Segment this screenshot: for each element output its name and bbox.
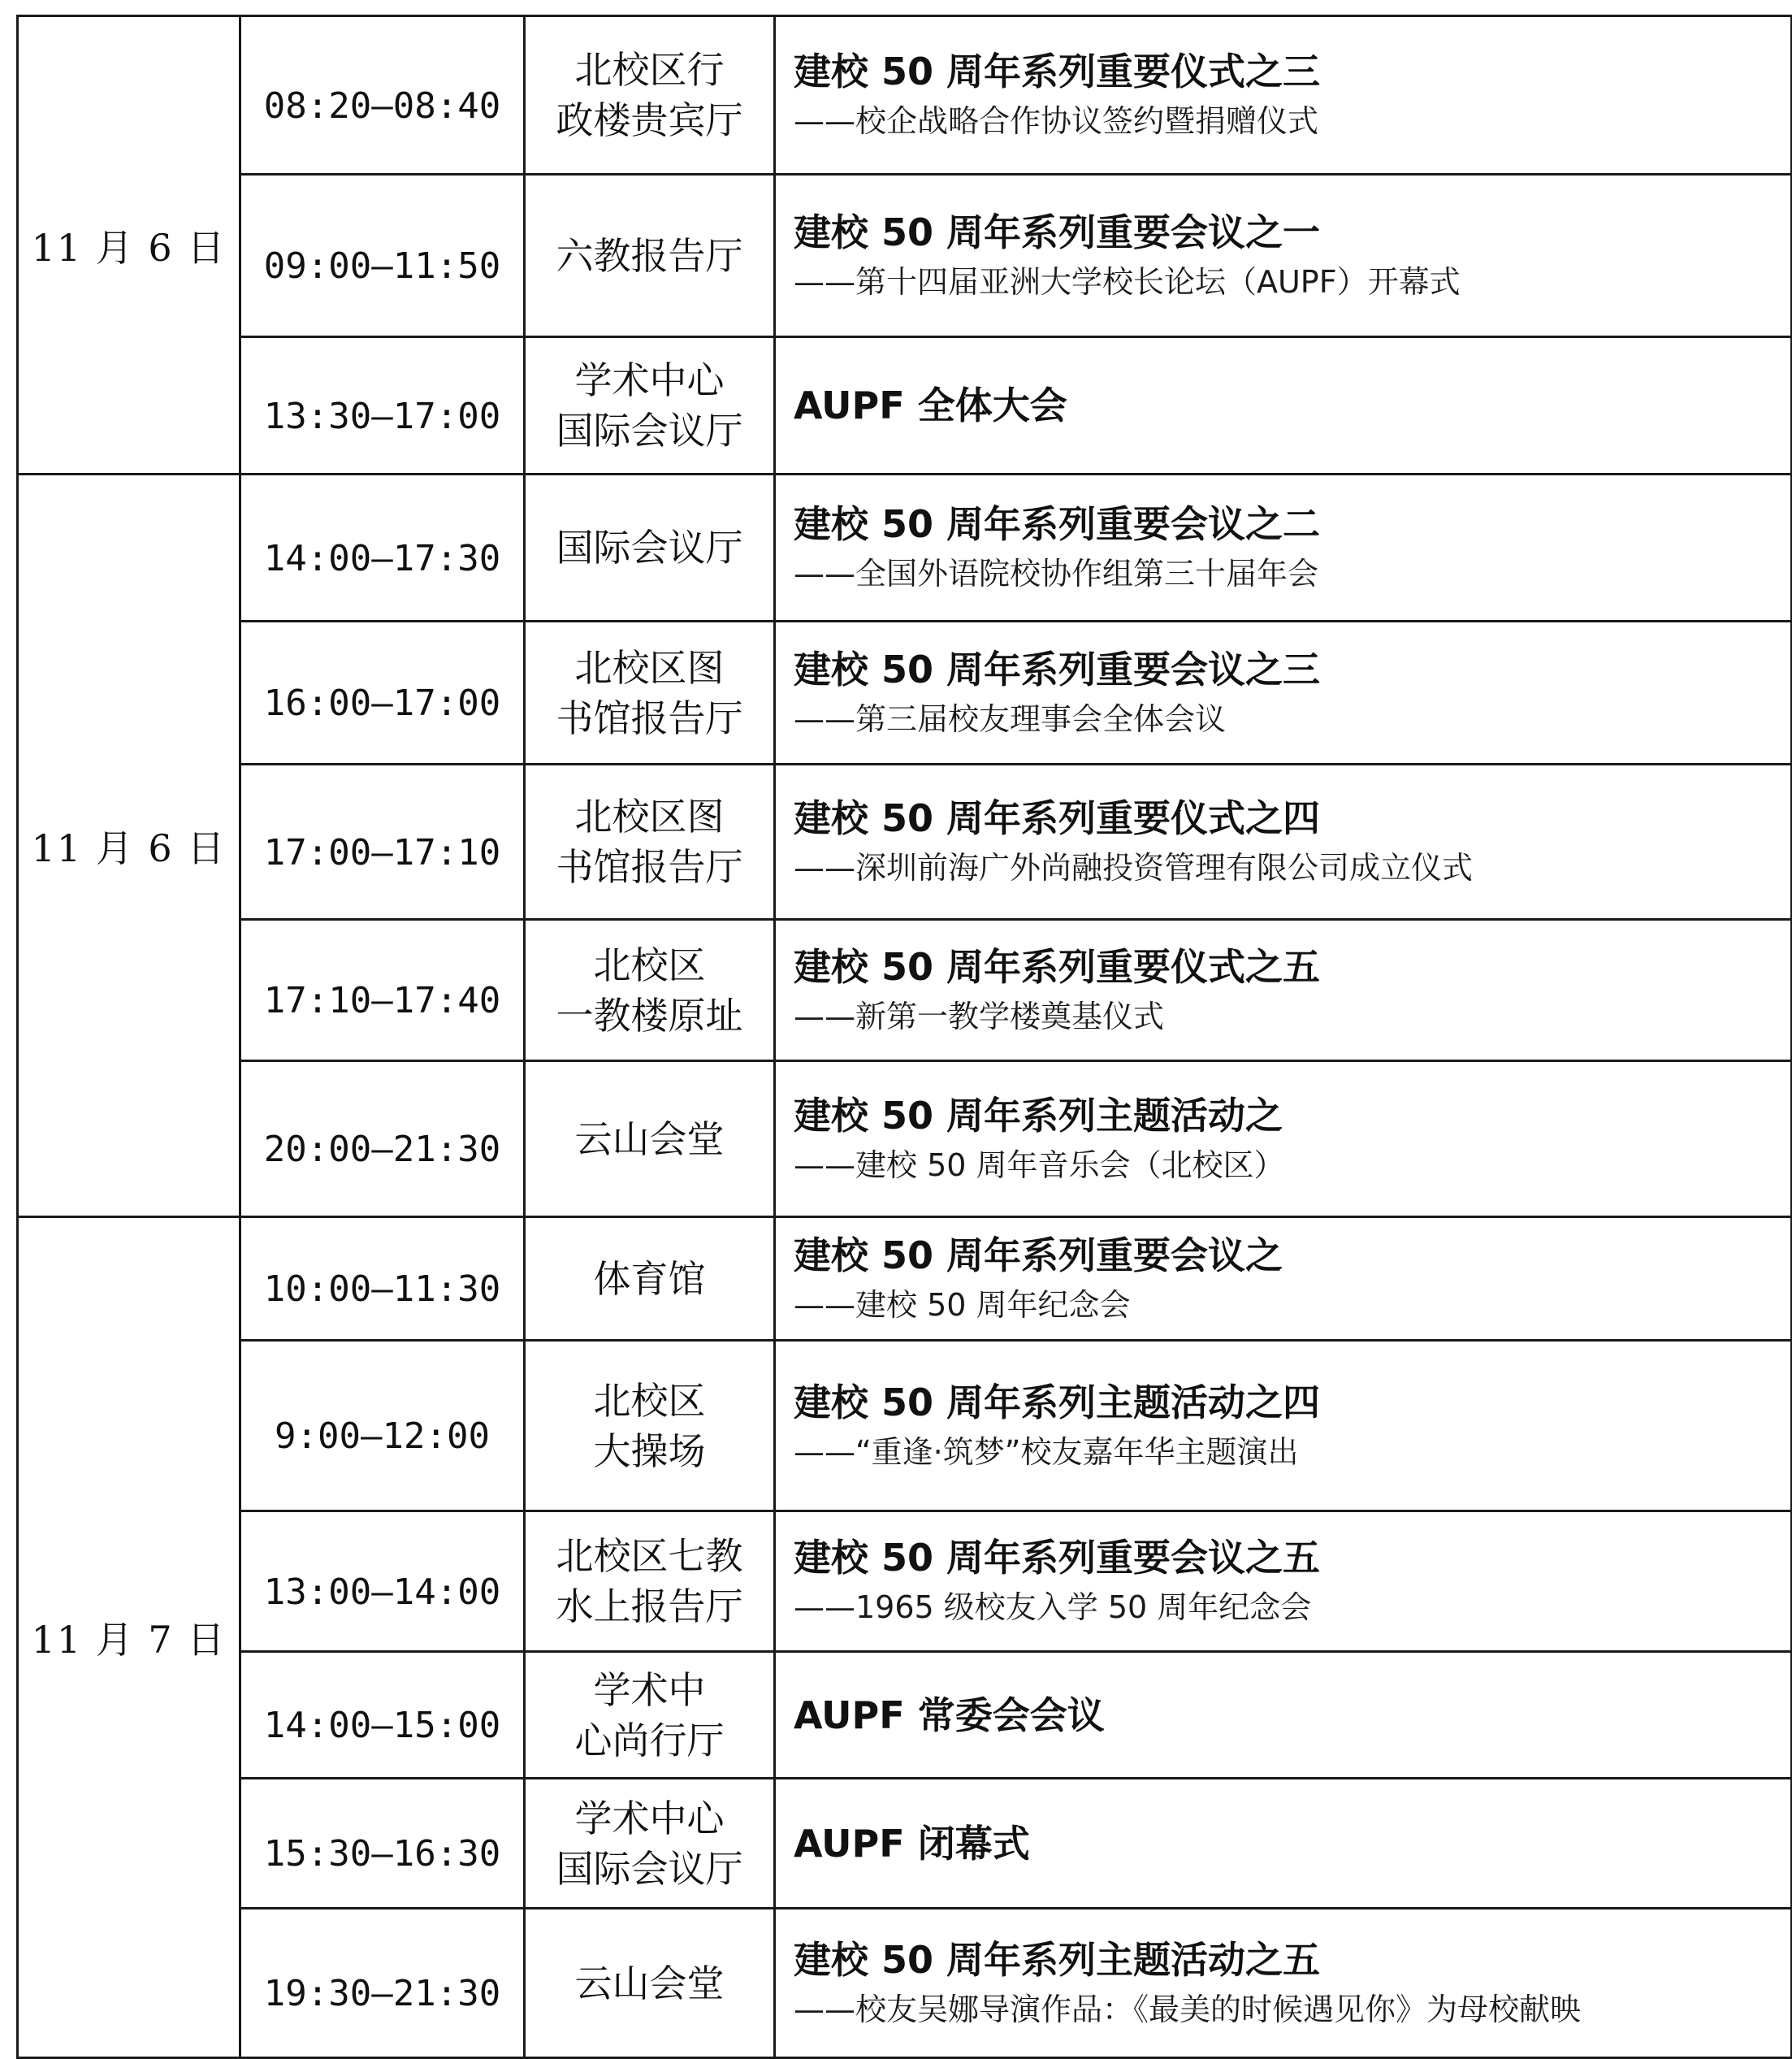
venue-cell bbox=[525, 16, 775, 175]
event-subtitle: ——校企战略合作协议签约暨捐赠仪式 bbox=[794, 103, 1319, 139]
event-subtitle: ——建校 50 周年音乐会（北校区） bbox=[794, 1147, 1285, 1183]
venue-line: 学术中心 bbox=[574, 1796, 725, 1840]
time-cell: 9:00—12:00 bbox=[240, 1341, 525, 1511]
venue-line: 心尚行厅 bbox=[574, 1718, 725, 1762]
venue-cell bbox=[525, 1909, 775, 2058]
venue-line: 大操场 bbox=[593, 1428, 706, 1473]
venue-line: 北校区七教 bbox=[556, 1534, 743, 1578]
table-row bbox=[18, 1217, 1792, 1341]
venue-line: 六教报告厅 bbox=[556, 233, 743, 278]
event-title: 建校 50 周年系列重要会议之 bbox=[794, 1233, 1283, 1277]
table-row bbox=[18, 337, 1792, 475]
venue-line: 体育馆 bbox=[593, 1256, 706, 1301]
venue-line: 北校区图 bbox=[574, 795, 725, 839]
event-subtitle: ——建校 50 周年纪念会 bbox=[794, 1286, 1131, 1323]
table-row bbox=[18, 1341, 1792, 1511]
venue-line: 北校区 bbox=[593, 1378, 706, 1423]
event-subtitle: ——“重逢·筑梦”校友嘉年华主题演出 bbox=[794, 1433, 1299, 1470]
event-cell bbox=[775, 337, 1792, 475]
venue-cell bbox=[525, 475, 775, 622]
time-cell: 17:00—17:10 bbox=[240, 765, 525, 920]
table-row bbox=[18, 920, 1792, 1061]
venue-cell bbox=[525, 337, 775, 475]
venue-line: 云山会堂 bbox=[574, 1116, 725, 1161]
venue-line: 国际会议厅 bbox=[556, 1846, 743, 1891]
table-row bbox=[18, 1511, 1792, 1652]
event-subtitle: ——第十四届亚洲大学校长论坛（AUPF）开幕式 bbox=[794, 263, 1461, 300]
table-row bbox=[18, 1061, 1792, 1217]
event-title: 建校 50 周年系列主题活动之四 bbox=[794, 1380, 1321, 1424]
event-cell bbox=[775, 475, 1792, 622]
time-cell: 15:30—16:30 bbox=[240, 1779, 525, 1909]
time-cell: 08:20—08:40 bbox=[240, 16, 525, 175]
event-title: 建校 50 周年系列重要仪式之三 bbox=[794, 50, 1321, 93]
venue-cell bbox=[525, 1652, 775, 1779]
table-row bbox=[18, 1652, 1792, 1779]
table-row bbox=[18, 475, 1792, 622]
event-title: 建校 50 周年系列主题活动之五 bbox=[794, 1937, 1321, 1982]
venue-cell bbox=[525, 1779, 775, 1909]
time-cell: 13:30—17:00 bbox=[240, 337, 525, 475]
table-row bbox=[18, 1779, 1792, 1909]
table-row bbox=[18, 765, 1792, 920]
venue-line: 学术中心 bbox=[574, 358, 725, 402]
event-title: 建校 50 周年系列重要会议之五 bbox=[794, 1536, 1321, 1580]
event-cell bbox=[775, 175, 1792, 337]
venue-line: 国际会议厅 bbox=[556, 526, 743, 570]
event-title: 建校 50 周年系列主题活动之 bbox=[794, 1093, 1283, 1138]
event-title: 建校 50 周年系列重要会议之三 bbox=[794, 647, 1321, 691]
event-cell bbox=[775, 1341, 1792, 1511]
date-cell: 11 月 6 日 bbox=[18, 16, 240, 475]
venue-cell bbox=[525, 1341, 775, 1511]
event-cell bbox=[775, 622, 1792, 765]
event-cell bbox=[775, 16, 1792, 175]
date-cell: 11 月 7 日 bbox=[18, 1217, 240, 2058]
event-title: AUPF 全体大会 bbox=[794, 384, 1067, 427]
venue-cell bbox=[525, 765, 775, 920]
venue-cell bbox=[525, 1061, 775, 1217]
event-subtitle: ——第三届校友理事会全体会议 bbox=[794, 700, 1227, 737]
time-cell: 14:00—17:30 bbox=[240, 475, 525, 622]
time-cell: 09:00—11:50 bbox=[240, 175, 525, 337]
venue-cell bbox=[525, 175, 775, 337]
time-cell: 17:10—17:40 bbox=[240, 920, 525, 1061]
venue-line: 北校区行 bbox=[574, 48, 725, 92]
event-title: 建校 50 周年系列重要仪式之五 bbox=[794, 944, 1321, 989]
event-cell bbox=[775, 1217, 1792, 1341]
venue-line: 云山会堂 bbox=[574, 1961, 725, 2005]
event-cell bbox=[775, 1909, 1792, 2058]
table-row bbox=[18, 16, 1792, 175]
event-cell bbox=[775, 765, 1792, 920]
venue-line: 书馆报告厅 bbox=[556, 845, 743, 889]
date-cell: 11 月 6 日 bbox=[18, 475, 240, 1217]
time-cell: 13:00—14:00 bbox=[240, 1511, 525, 1652]
event-subtitle: ——校友吴娜导演作品：《最美的时候遇见你》为母校献映 bbox=[794, 1991, 1582, 2027]
venue-line: 国际会议厅 bbox=[556, 409, 743, 453]
table-row bbox=[18, 175, 1792, 337]
table-row bbox=[18, 1909, 1792, 2058]
event-cell bbox=[775, 1779, 1792, 1909]
event-title: 建校 50 周年系列重要会议之二 bbox=[794, 502, 1321, 546]
venue-line: 书馆报告厅 bbox=[556, 696, 743, 740]
event-title: AUPF 闭幕式 bbox=[794, 1821, 1030, 1866]
table-row bbox=[18, 622, 1792, 765]
venue-line: 政楼贵宾厅 bbox=[556, 98, 743, 142]
venue-cell bbox=[525, 920, 775, 1061]
time-cell: 14:00—15:00 bbox=[240, 1652, 525, 1779]
event-subtitle: ——1965 级校友入学 50 周年纪念会 bbox=[794, 1589, 1312, 1625]
venue-cell bbox=[525, 622, 775, 765]
venue-line: 学术中 bbox=[593, 1667, 706, 1712]
event-cell bbox=[775, 1511, 1792, 1652]
time-cell: 10:00—11:30 bbox=[240, 1217, 525, 1341]
event-cell bbox=[775, 1061, 1792, 1217]
event-cell bbox=[775, 1652, 1792, 1779]
venue-cell bbox=[525, 1217, 775, 1341]
event-title: AUPF 常委会会议 bbox=[794, 1693, 1105, 1737]
schedule-table bbox=[16, 15, 1792, 2059]
venue-line: 北校区 bbox=[593, 943, 706, 987]
venue-line: 一教楼原址 bbox=[556, 993, 743, 1038]
venue-line: 水上报告厅 bbox=[556, 1584, 743, 1628]
event-subtitle: ——全国外语院校协作组第三十届年会 bbox=[794, 556, 1319, 592]
venue-line: 北校区图 bbox=[574, 645, 725, 690]
event-cell bbox=[775, 920, 1792, 1061]
schedule-body bbox=[18, 16, 1792, 2058]
venue-cell bbox=[525, 1511, 775, 1652]
time-cell: 20:00—21:30 bbox=[240, 1061, 525, 1217]
event-title: 建校 50 周年系列重要会议之一 bbox=[794, 210, 1321, 254]
event-subtitle: ——深圳前海广外尚融投资管理有限公司成立仪式 bbox=[794, 850, 1474, 886]
event-title: 建校 50 周年系列重要仪式之四 bbox=[794, 796, 1321, 840]
time-cell: 16:00—17:00 bbox=[240, 622, 525, 765]
event-subtitle: ——新第一教学楼奠基仪式 bbox=[794, 998, 1165, 1034]
time-cell: 19:30—21:30 bbox=[240, 1909, 525, 2058]
